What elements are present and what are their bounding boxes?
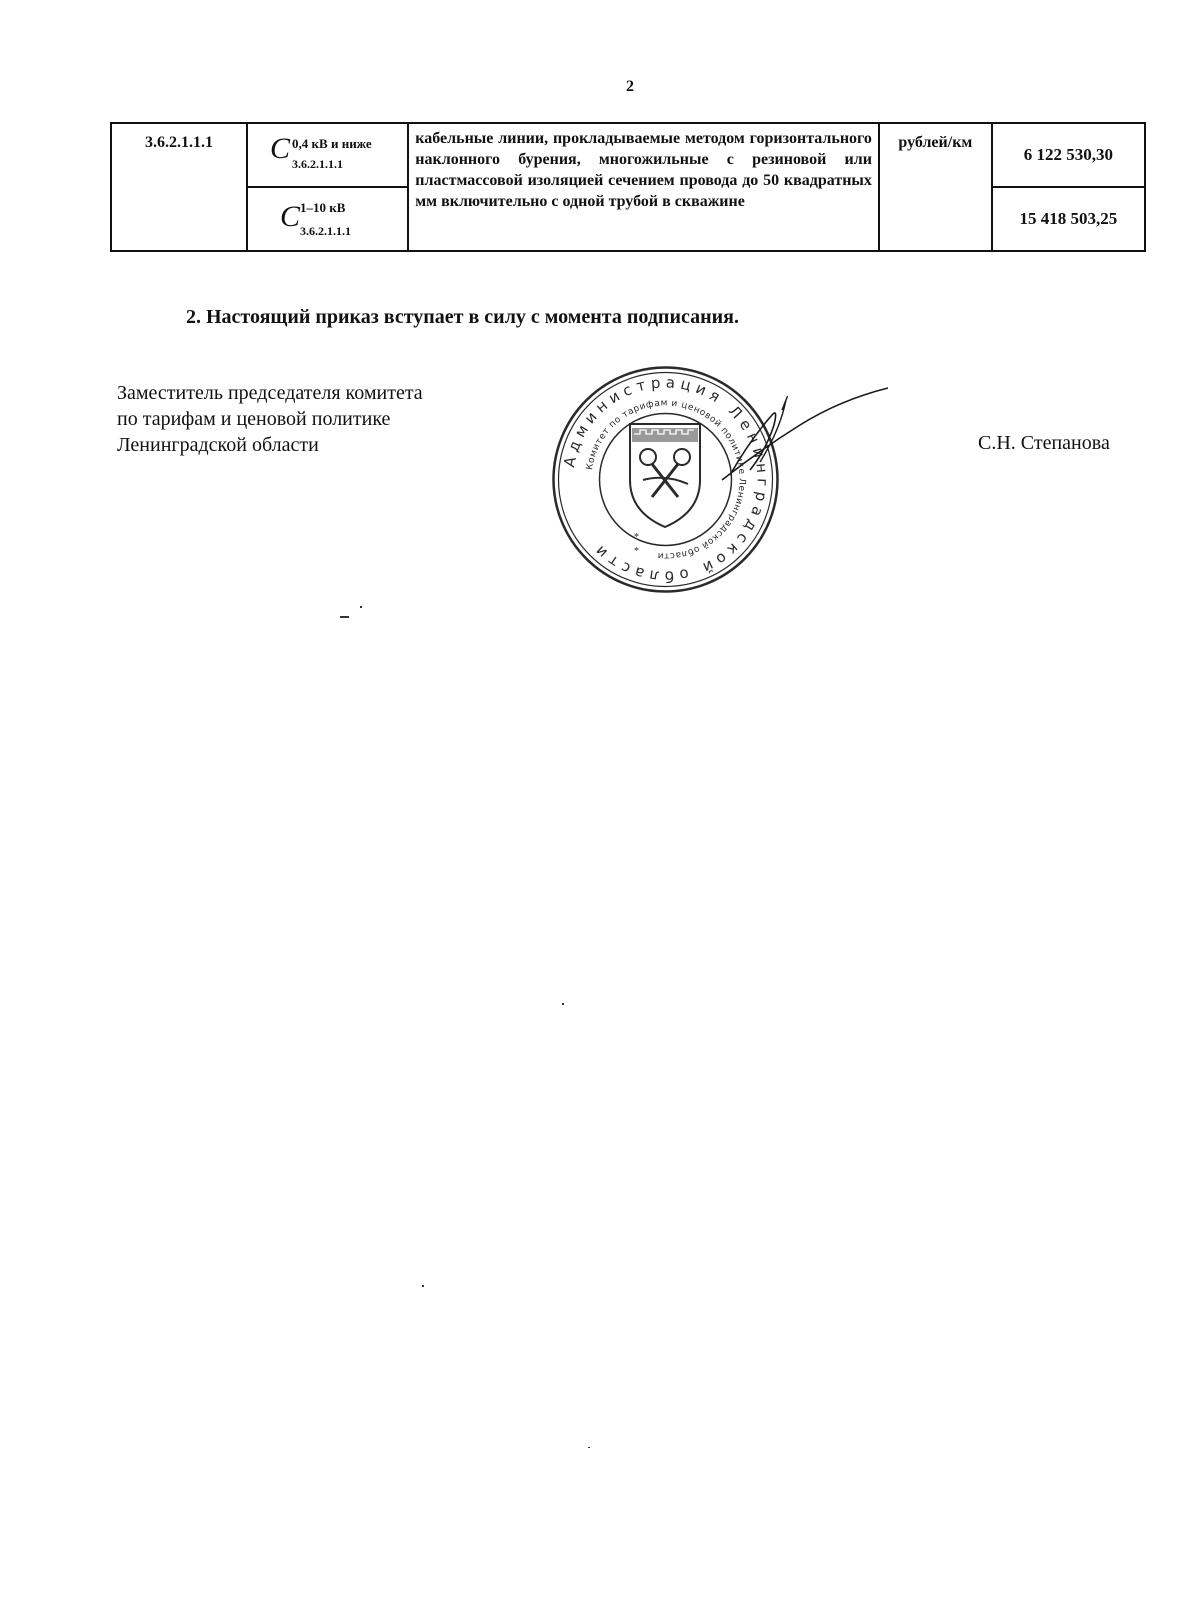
symbol-base: C xyxy=(270,132,291,165)
symbol-subscript: 3.6.2.1.1.1 xyxy=(292,157,344,171)
clause-text: 2. Настоящий приказ вступает в силу с момента подписания. xyxy=(186,306,739,328)
row-code: 3.6.2.1.1.1 xyxy=(111,123,247,251)
svg-text:*: * xyxy=(634,532,639,543)
handwritten-signature xyxy=(720,380,890,490)
position-line: Ленинградской области xyxy=(117,434,319,456)
scan-artifact xyxy=(588,1447,590,1448)
scan-artifact xyxy=(422,1285,424,1287)
page-number: 2 xyxy=(626,78,634,95)
rate-symbol-cell xyxy=(247,123,408,187)
signer-name: С.Н. Степанова xyxy=(978,432,1110,454)
description-cell: кабельные линии, прокладываемые методом горизонтального наклонного бурения, многожильные с резиновой или пластмассовой изоляцией сечением провода до 50 квадратных мм включительно с одной трубой в скважине xyxy=(408,123,879,251)
scan-artifact xyxy=(340,616,349,618)
svg-text:*: * xyxy=(634,546,639,557)
symbol-superscript: 0,4 кВ и ниже xyxy=(292,136,372,151)
rate-symbol xyxy=(248,188,407,250)
rate-symbol-cell xyxy=(247,187,408,251)
position-line: по тарифам и ценовой политике xyxy=(117,408,391,430)
tariff-table xyxy=(110,122,1146,252)
stamp-outer-text: Администрация Ленинградской области xyxy=(560,373,772,586)
value-cell: 6 122 530,30 xyxy=(992,123,1145,187)
table-row xyxy=(111,123,1145,187)
position-line: Заместитель председателя комитета xyxy=(117,382,423,404)
symbol-subscript: 3.6.2.1.1.1 xyxy=(300,224,352,238)
value-cell: 15 418 503,25 xyxy=(992,187,1145,251)
scan-artifact xyxy=(562,1003,564,1005)
unit-cell: рублей/км xyxy=(879,123,992,251)
symbol-superscript: 1–10 кВ xyxy=(300,200,346,215)
scan-artifact xyxy=(360,606,362,608)
rate-symbol xyxy=(248,124,407,186)
symbol-base: C xyxy=(280,200,301,233)
signatory-position xyxy=(117,380,423,458)
stamp-inner-text: Комитет по тарифам и ценовой политике Ленинградской области xyxy=(585,398,747,561)
